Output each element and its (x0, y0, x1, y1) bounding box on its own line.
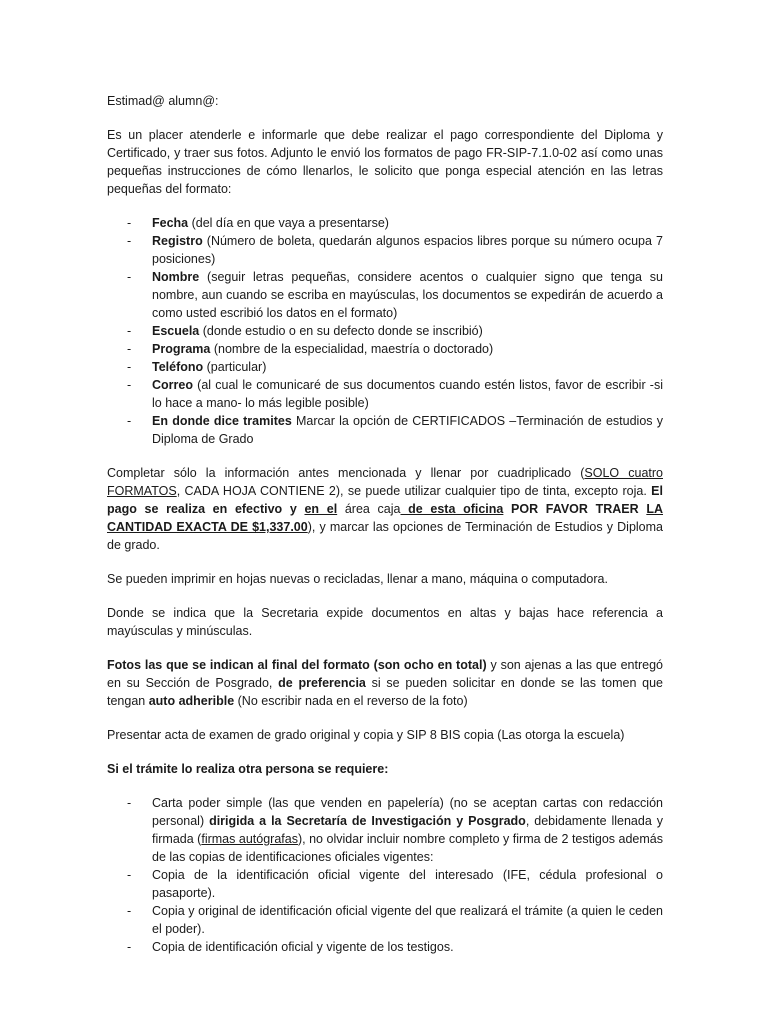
third-party-heading (107, 760, 663, 778)
field-label: Teléfono (152, 360, 204, 374)
photos-text: y son ajenas a las que entregó en su Sección de Posgrado, (107, 658, 663, 690)
payment-bold-text: POR FAVOR TRAER (503, 502, 647, 516)
requirement-text: ), no olvidar incluir nombre completo y firma de 2 testigos además de las copias de identificaciones oficiales vigentes: (152, 832, 663, 864)
payment-text: Completar sólo la información antes mencionada y llenar por cuadriplicado ( (107, 466, 585, 480)
photos-bold-text: Fotos las que se indican al final del formato (son ocho en total) (107, 658, 487, 672)
list-item (107, 232, 663, 268)
field-text: (del día en que vaya a presentarse) (188, 216, 389, 230)
field-text: (Número de boleta, quedarán algunos espacios libres porque su número ocupa 7 posiciones) (152, 234, 663, 266)
field-label: Programa (152, 342, 211, 356)
case-note: Donde se indica que la Secretaria expide documentos en altas y bajas hace referencia a mayúsculas y minúsculas. (107, 606, 663, 638)
payment-text: , CADA HOJA CONTIENE 2), se puede utilizar cualquier tipo de tinta, excepto roja. (176, 484, 647, 498)
payment-text: área caja (337, 502, 401, 516)
payment-bold-text: El pago se realiza en efectivo y (107, 484, 663, 516)
photos-text: si se pueden solicitar en donde se las tomen que tengan (107, 676, 664, 708)
payment-bold-text (304, 502, 337, 516)
photos-text: (No escribir nada en el reverso de la foto) (234, 694, 468, 708)
list-item (107, 794, 663, 866)
list-item (107, 412, 663, 448)
payment-underlined-text: de esta oficina (400, 502, 504, 516)
form-fields-list (107, 214, 663, 448)
requirement-text: Carta poder simple (las que venden en papelería) (no se aceptan cartas con redacción personal) (152, 796, 663, 828)
requirements-list (107, 794, 663, 956)
field-text: (seguir letras pequeñas, considere acentos o cualquier signo que tenga su nombre, aun cuando se escriba en mayúsculas, los documentos se expedirán de acuerdo a como usted escribió los datos en el formato) (152, 270, 663, 320)
field-label: En donde dice tramites (152, 414, 292, 428)
field-label: Correo (152, 378, 193, 392)
intro-paragraph: Es un placer atenderle e informarle que debe realizar el pago correspondiente del Diploma y Certificado, y traer sus fotos. Adjunto le envió los formatos de pago FR-SIP-7.1.0-02 así como unas pequeñas instrucciones de cómo llenarlos, le solicito que ponga especial atención en las letras pequeñas del formato: (107, 128, 663, 196)
field-label: Registro (152, 234, 203, 248)
requirement-text: , debidamente llenada y firmada ( (152, 814, 663, 846)
field-text: (particular) (203, 360, 267, 374)
payment-underlined-text: SOLO cuatro FORMATOS (107, 466, 663, 498)
acta-note: Presentar acta de examen de grado original y copia y SIP 8 BIS copia (Las otorga la escuela) (107, 728, 625, 742)
list-item (107, 376, 663, 412)
field-label: Fecha (152, 216, 189, 230)
list-item (107, 340, 663, 358)
print-note: Se pueden imprimir en hojas nuevas o recicladas, llenar a mano, máquina o computadora. (107, 572, 608, 586)
heading-text: Si el trámite lo realiza otra persona se requiere: (107, 762, 389, 776)
photos-bold-text: de preferencia (278, 676, 366, 690)
field-text: (donde estudio o en su defecto donde se inscribió) (199, 324, 483, 338)
list-item (107, 322, 663, 340)
requirement-bold-text: dirigida a la Secretaría de Investigación y Posgrado (209, 814, 526, 828)
photos-bold-text: auto adherible (148, 694, 235, 708)
list-item (107, 214, 663, 232)
greeting: Estimad@ alumn@: (107, 94, 219, 108)
field-text: (nombre de la especialidad, maestría o doctorado) (210, 342, 494, 356)
field-label: Nombre (152, 270, 200, 284)
photos-paragraph (107, 656, 663, 710)
requirement-underlined-text: firmas autógrafas (201, 832, 298, 846)
list-item: - Copia de identificación oficial y vigente de los testigos. (107, 938, 663, 956)
letter-body (107, 92, 663, 972)
payment-underlined-text: en el (304, 502, 338, 516)
list-item: - Copia y original de identificación oficial vigente del que realizará el trámite (a quien le ceden el poder). (107, 902, 663, 938)
field-label: Escuela (152, 324, 200, 338)
list-item (107, 268, 663, 322)
list-item: - Copia de la identificación oficial vigente del interesado (IFE, cédula profesional o pasaporte). (107, 866, 663, 902)
field-text: Marcar la opción de CERTIFICADOS –Terminación de estudios y Diploma de Grado (152, 414, 663, 446)
payment-text: ), y marcar las opciones de Terminación de Estudios y Diploma de grado. (107, 520, 663, 552)
payment-paragraph (107, 464, 663, 554)
payment-bold-text (400, 502, 503, 516)
field-text: (al cual le comunicaré de sus documentos cuando estén listos, favor de escribir -si lo hace a mano- lo más legible posible) (152, 378, 663, 410)
payment-amount: LA CANTIDAD EXACTA DE $1,337.00 (107, 502, 663, 534)
list-item (107, 358, 663, 376)
